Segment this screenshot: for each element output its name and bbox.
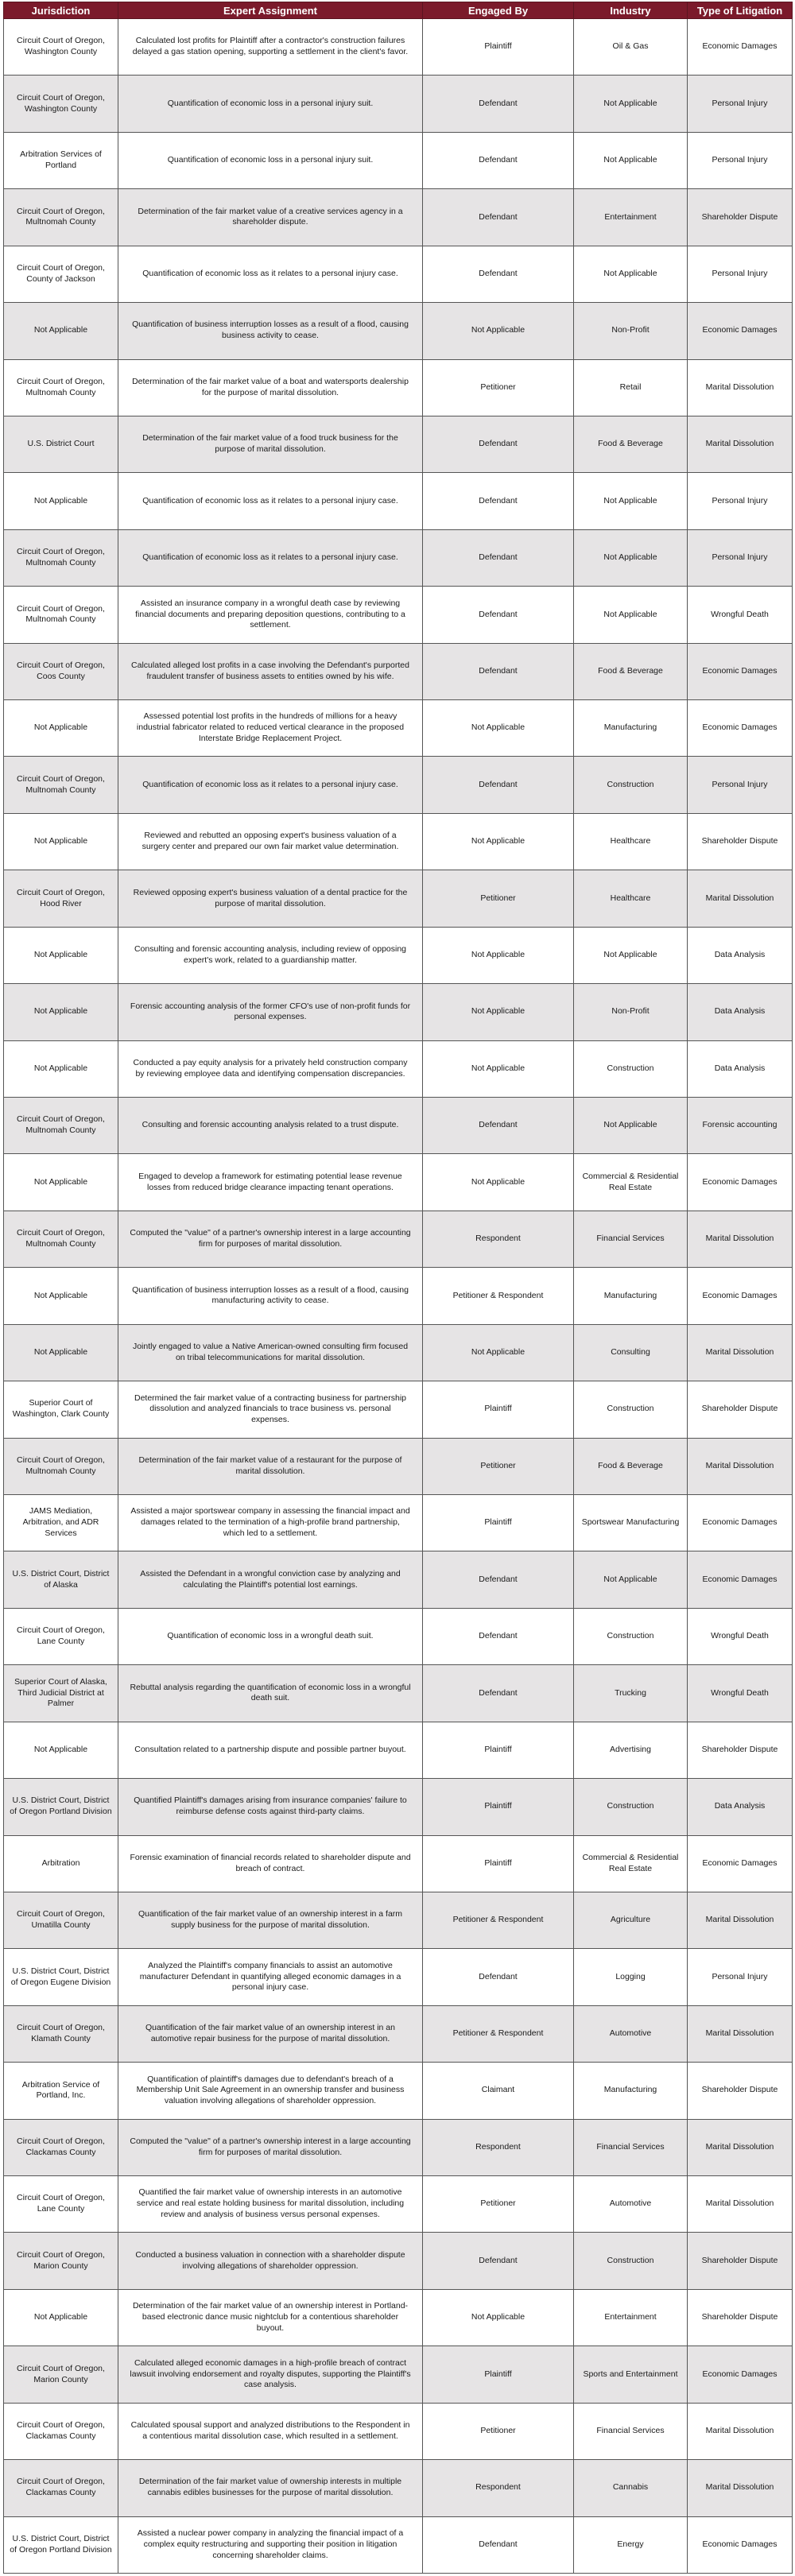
litigation-type-cell: Wrongful Death (688, 1665, 793, 1722)
engaged-by-cell: Respondent (423, 1211, 574, 1267)
jurisdiction-cell: U.S. District Court (4, 416, 118, 472)
litigation-type-cell: Marital Dissolution (688, 2176, 793, 2233)
engaged-by-cell: Respondent (423, 2119, 574, 2175)
expert-assignment-cell: Assessed potential lost profits in the hundreds of millions for a heavy industrial fabricator related to reduced vertical clearance in the proposed Interstate Bridge Replacement Project. (118, 700, 423, 757)
expert-assignment-cell: Determination of the fair market value of a boat and watersports dealership for the purpose of marital dissolution. (118, 359, 423, 416)
jurisdiction-cell: Arbitration Services of Portland (4, 132, 118, 188)
litigation-type-cell: Shareholder Dispute (688, 189, 793, 246)
engaged-by-cell: Defendant (423, 1551, 574, 1608)
jurisdiction-cell: Circuit Court of Oregon, Clackamas County (4, 2119, 118, 2175)
table-row (4, 1381, 793, 1438)
jurisdiction-cell: Circuit Court of Oregon, Klamath County (4, 2005, 118, 2062)
expert-assignment-cell: Engaged to develop a framework for estimating potential lease revenue losses from reduced bridge clearance impacting tenant operations. (118, 1154, 423, 1211)
expert-assignment-cell: Quantification of economic loss as it relates to a personal injury case. (118, 529, 423, 586)
jurisdiction-cell: U.S. District Court, District of Alaska (4, 1551, 118, 1608)
engaged-by-cell: Defendant (423, 246, 574, 302)
engaged-by-cell: Plaintiff (423, 1722, 574, 1778)
industry-cell: Manufacturing (574, 1268, 688, 1324)
engaged-by-cell: Plaintiff (423, 1381, 574, 1438)
engaged-by-cell: Defendant (423, 1608, 574, 1664)
engaged-by-cell: Petitioner (423, 1438, 574, 1494)
expert-assignment-cell: Quantification of economic loss in a wrongful death suit. (118, 1608, 423, 1664)
engaged-by-cell: Petitioner (423, 2176, 574, 2233)
table-row (4, 1324, 793, 1381)
jurisdiction-cell: Circuit Court of Oregon, Multnomah County (4, 1438, 118, 1494)
engaged-by-cell: Defendant (423, 132, 574, 188)
table-row (4, 473, 793, 529)
table-row (4, 1608, 793, 1664)
table-row (4, 1835, 793, 1892)
expert-assignment-cell: Analyzed the Plaintiff's company financials to assist an automotive manufacturer Defendant in quantifying alleged economic damages in a personal injury case. (118, 1949, 423, 2005)
litigation-type-cell: Marital Dissolution (688, 2460, 793, 2516)
table-row (4, 1494, 793, 1551)
engaged-by-cell: Defendant (423, 757, 574, 813)
litigation-type-cell: Shareholder Dispute (688, 2289, 793, 2346)
industry-cell: Construction (574, 2233, 688, 2289)
engaged-by-cell: Petitioner & Respondent (423, 2005, 574, 2062)
column-header-expert-assignment[interactable]: Expert Assignment (118, 2, 423, 19)
industry-cell: Not Applicable (574, 1551, 688, 1608)
table-row (4, 2063, 793, 2119)
jurisdiction-cell: Circuit Court of Oregon, Lane County (4, 2176, 118, 2233)
litigation-type-cell: Marital Dissolution (688, 416, 793, 472)
engaged-by-cell: Defendant (423, 1665, 574, 1722)
column-header-type-of-litigation[interactable]: Type of Litigation (688, 2, 793, 19)
engaged-by-cell: Petitioner (423, 359, 574, 416)
column-header-jurisdiction[interactable]: Jurisdiction (4, 2, 118, 19)
industry-cell: Entertainment (574, 189, 688, 246)
litigation-type-cell: Marital Dissolution (688, 2005, 793, 2062)
expert-assignment-cell: Consulting and forensic accounting analysis, including review of opposing expert's work, related to a guardianship matter. (118, 927, 423, 983)
table-row (4, 2289, 793, 2346)
jurisdiction-cell: Circuit Court of Oregon, Clackamas County (4, 2403, 118, 2459)
table-row (4, 870, 793, 927)
jurisdiction-cell: Arbitration Service of Portland, Inc. (4, 2063, 118, 2119)
expert-assignment-cell: Calculated alleged lost profits in a case involving the Defendant's purported fraudulent transfer of business assets to entities owned by his wife. (118, 643, 423, 699)
expert-assignment-cell: Quantification of economic loss as it relates to a personal injury case. (118, 757, 423, 813)
table-row (4, 1779, 793, 1835)
table-row (4, 1949, 793, 2005)
industry-cell: Food & Beverage (574, 1438, 688, 1494)
litigation-type-cell: Economic Damages (688, 1494, 793, 1551)
industry-cell: Food & Beverage (574, 643, 688, 699)
engaged-by-cell: Not Applicable (423, 700, 574, 757)
industry-cell: Not Applicable (574, 473, 688, 529)
engaged-by-cell: Petitioner & Respondent (423, 1892, 574, 1948)
expert-assignment-cell: Quantified the fair market value of ownership interests in an automotive service and real estate holding business for marital dissolution, including review and analysis of business versus personal expenses. (118, 2176, 423, 2233)
litigation-experience-table (3, 2, 793, 2574)
engaged-by-cell: Plaintiff (423, 1494, 574, 1551)
expert-assignment-cell: Reviewed opposing expert's business valuation of a dental practice for the purpose of marital dissolution. (118, 870, 423, 927)
litigation-type-cell: Wrongful Death (688, 1608, 793, 1664)
industry-cell: Not Applicable (574, 587, 688, 643)
jurisdiction-cell: Not Applicable (4, 1324, 118, 1381)
table-row (4, 189, 793, 246)
expert-assignment-cell: Calculated alleged economic damages in a high-profile breach of contract lawsuit involving endorsement and royalty disputes, supporting the Plaintiff's case analysis. (118, 2346, 423, 2403)
industry-cell: Non-Profit (574, 303, 688, 359)
table-body (4, 19, 793, 2574)
expert-assignment-cell: Determined the fair market value of a contracting business for partnership dissolution and analyzed financials to trace business vs. personal expenses. (118, 1381, 423, 1438)
industry-cell: Not Applicable (574, 529, 688, 586)
jurisdiction-cell: Circuit Court of Oregon, Multnomah County (4, 529, 118, 586)
expert-assignment-cell: Jointly engaged to value a Native American-owned consulting firm focused on tribal telecommunications for marital dissolution. (118, 1324, 423, 1381)
jurisdiction-cell: Circuit Court of Oregon, Washington County (4, 76, 118, 132)
litigation-type-cell: Economic Damages (688, 700, 793, 757)
industry-cell: Logging (574, 1949, 688, 2005)
litigation-type-cell: Economic Damages (688, 1268, 793, 1324)
litigation-type-cell: Personal Injury (688, 76, 793, 132)
table-row (4, 2176, 793, 2233)
jurisdiction-cell: Not Applicable (4, 303, 118, 359)
table-row (4, 1154, 793, 1211)
jurisdiction-cell: Circuit Court of Oregon, Marion County (4, 2233, 118, 2289)
jurisdiction-cell: Not Applicable (4, 2289, 118, 2346)
engaged-by-cell: Not Applicable (423, 1154, 574, 1211)
expert-assignment-cell: Quantified Plaintiff's damages arising from insurance companies' failure to reimburse defense costs against third-party claims. (118, 1779, 423, 1835)
engaged-by-cell: Plaintiff (423, 1779, 574, 1835)
expert-assignment-cell: Conducted a business valuation in connection with a shareholder dispute involving allegations of shareholder oppression. (118, 2233, 423, 2289)
industry-cell: Agriculture (574, 1892, 688, 1948)
table-row (4, 1040, 793, 1097)
industry-cell: Construction (574, 757, 688, 813)
industry-cell: Manufacturing (574, 2063, 688, 2119)
engaged-by-cell: Defendant (423, 1949, 574, 2005)
industry-cell: Energy (574, 2516, 688, 2573)
engaged-by-cell: Petitioner (423, 2403, 574, 2459)
litigation-type-cell: Marital Dissolution (688, 1211, 793, 1267)
litigation-type-cell: Data Analysis (688, 1040, 793, 1097)
litigation-type-cell: Personal Injury (688, 473, 793, 529)
industry-cell: Not Applicable (574, 76, 688, 132)
jurisdiction-cell: Not Applicable (4, 813, 118, 870)
litigation-type-cell: Forensic accounting (688, 1098, 793, 1154)
jurisdiction-cell: Circuit Court of Oregon, Multnomah County (4, 359, 118, 416)
engaged-by-cell: Petitioner & Respondent (423, 1268, 574, 1324)
expert-assignment-cell: Assisted an insurance company in a wrongful death case by reviewing financial documents and preparing deposition questions, contributing to a settlement. (118, 587, 423, 643)
engaged-by-cell: Defendant (423, 643, 574, 699)
expert-assignment-cell: Assisted a nuclear power company in analyzing the financial impact of a complex equity restructuring and supporting their position in litigation concerning shareholder claims. (118, 2516, 423, 2573)
table-row (4, 76, 793, 132)
engaged-by-cell: Not Applicable (423, 2289, 574, 2346)
table-row (4, 984, 793, 1040)
industry-cell: Retail (574, 359, 688, 416)
engaged-by-cell: Not Applicable (423, 813, 574, 870)
table-row (4, 132, 793, 188)
table-row (4, 19, 793, 76)
expert-assignment-cell: Quantification of economic loss as it relates to a personal injury case. (118, 246, 423, 302)
table-row (4, 1551, 793, 1608)
expert-assignment-cell: Forensic examination of financial records related to shareholder dispute and breach of contract. (118, 1835, 423, 1892)
industry-cell: Construction (574, 1779, 688, 1835)
table-row (4, 2005, 793, 2062)
table-row (4, 757, 793, 813)
expert-assignment-cell: Forensic accounting analysis of the former CFO's use of non-profit funds for personal expenses. (118, 984, 423, 1040)
jurisdiction-cell: Circuit Court of Oregon, Clackamas County (4, 2460, 118, 2516)
jurisdiction-cell: Circuit Court of Oregon, Washington County (4, 19, 118, 76)
expert-assignment-cell: Quantification of the fair market value of an ownership interest in a farm supply business for the purpose of marital dissolution. (118, 1892, 423, 1948)
expert-assignment-cell: Calculated lost profits for Plaintiff after a contractor's construction failures delayed a gas station opening, supporting a settlement in the client's favor. (118, 19, 423, 76)
table-row (4, 1665, 793, 1722)
litigation-type-cell: Personal Injury (688, 757, 793, 813)
litigation-type-cell: Shareholder Dispute (688, 2233, 793, 2289)
industry-cell: Financial Services (574, 2403, 688, 2459)
jurisdiction-cell: Not Applicable (4, 984, 118, 1040)
jurisdiction-cell: Circuit Court of Oregon, Multnomah County (4, 587, 118, 643)
litigation-type-cell: Personal Injury (688, 1949, 793, 2005)
engaged-by-cell: Defendant (423, 2233, 574, 2289)
industry-cell: Cannabis (574, 2460, 688, 2516)
table-row (4, 2403, 793, 2459)
industry-cell: Automotive (574, 2005, 688, 2062)
table-row (4, 529, 793, 586)
expert-assignment-cell: Reviewed and rebutted an opposing expert's business valuation of a surgery center and prepared our own fair market value determination. (118, 813, 423, 870)
industry-cell: Advertising (574, 1722, 688, 1778)
industry-cell: Trucking (574, 1665, 688, 1722)
jurisdiction-cell: Circuit Court of Oregon, Multnomah County (4, 1211, 118, 1267)
litigation-type-cell: Marital Dissolution (688, 870, 793, 927)
jurisdiction-cell: Circuit Court of Oregon, Hood River (4, 870, 118, 927)
litigation-type-cell: Data Analysis (688, 1779, 793, 1835)
jurisdiction-cell: Circuit Court of Oregon, Multnomah County (4, 757, 118, 813)
jurisdiction-cell: Circuit Court of Oregon, Multnomah County (4, 189, 118, 246)
litigation-type-cell: Economic Damages (688, 303, 793, 359)
expert-assignment-cell: Quantification of economic loss in a personal injury suit. (118, 132, 423, 188)
table-row (4, 416, 793, 472)
expert-assignment-cell: Determination of the fair market value of an ownership interest in Portland-based electronic dance music nightclub for a contentious shareholder buyout. (118, 2289, 423, 2346)
table-row (4, 1211, 793, 1267)
litigation-type-cell: Economic Damages (688, 2346, 793, 2403)
jurisdiction-cell: Circuit Court of Oregon, Marion County (4, 2346, 118, 2403)
expert-assignment-cell: Quantification of the fair market value of an ownership interest in an automotive repair business for the purpose of marital dissolution. (118, 2005, 423, 2062)
expert-assignment-cell: Determination of the fair market value of a creative services agency in a shareholder dispute. (118, 189, 423, 246)
engaged-by-cell: Defendant (423, 587, 574, 643)
table-row (4, 2460, 793, 2516)
jurisdiction-cell: U.S. District Court, District of Oregon Portland Division (4, 2516, 118, 2573)
expert-assignment-cell: Calculated spousal support and analyzed distributions to the Respondent in a contentious marital dissolution case, which resulted in a settlement. (118, 2403, 423, 2459)
jurisdiction-cell: Not Applicable (4, 1268, 118, 1324)
litigation-type-cell: Shareholder Dispute (688, 813, 793, 870)
expert-assignment-cell: Consultation related to a partnership dispute and possible partner buyout. (118, 1722, 423, 1778)
litigation-type-cell: Marital Dissolution (688, 1324, 793, 1381)
litigation-type-cell: Marital Dissolution (688, 2119, 793, 2175)
jurisdiction-cell: JAMS Mediation, Arbitration, and ADR Services (4, 1494, 118, 1551)
table-row (4, 1098, 793, 1154)
engaged-by-cell: Defendant (423, 1098, 574, 1154)
industry-cell: Not Applicable (574, 927, 688, 983)
litigation-type-cell: Data Analysis (688, 984, 793, 1040)
expert-assignment-cell: Quantification of economic loss in a personal injury suit. (118, 76, 423, 132)
industry-cell: Commercial & Residential Real Estate (574, 1835, 688, 1892)
jurisdiction-cell: Circuit Court of Oregon, Umatilla County (4, 1892, 118, 1948)
table-row (4, 303, 793, 359)
litigation-type-cell: Economic Damages (688, 2516, 793, 2573)
engaged-by-cell: Defendant (423, 529, 574, 586)
litigation-type-cell: Personal Injury (688, 246, 793, 302)
table-row (4, 246, 793, 302)
table-row (4, 1722, 793, 1778)
industry-cell: Oil & Gas (574, 19, 688, 76)
industry-cell: Healthcare (574, 870, 688, 927)
table-row (4, 700, 793, 757)
expert-assignment-cell: Quantification of economic loss as it relates to a personal injury case. (118, 473, 423, 529)
jurisdiction-cell: Circuit Court of Oregon, Lane County (4, 1608, 118, 1664)
jurisdiction-cell: U.S. District Court, District of Oregon Portland Division (4, 1779, 118, 1835)
table-row (4, 359, 793, 416)
engaged-by-cell: Defendant (423, 189, 574, 246)
table-row (4, 2346, 793, 2403)
table-row (4, 643, 793, 699)
engaged-by-cell: Not Applicable (423, 1324, 574, 1381)
industry-cell: Automotive (574, 2176, 688, 2233)
engaged-by-cell: Petitioner (423, 870, 574, 927)
litigation-type-cell: Shareholder Dispute (688, 1722, 793, 1778)
industry-cell: Manufacturing (574, 700, 688, 757)
table-row (4, 1438, 793, 1494)
industry-cell: Construction (574, 1381, 688, 1438)
column-header-industry[interactable]: Industry (574, 2, 688, 19)
expert-assignment-cell: Assisted the Defendant in a wrongful conviction case by analyzing and calculating the Plaintiff's potential lost earnings. (118, 1551, 423, 1608)
litigation-type-cell: Economic Damages (688, 643, 793, 699)
engaged-by-cell: Plaintiff (423, 19, 574, 76)
table-row (4, 2233, 793, 2289)
litigation-type-cell: Economic Damages (688, 1835, 793, 1892)
jurisdiction-cell: Circuit Court of Oregon, Coos County (4, 643, 118, 699)
column-header-engaged-by[interactable]: Engaged By (423, 2, 574, 19)
jurisdiction-cell: Circuit Court of Oregon, County of Jackson (4, 246, 118, 302)
table-header-row (4, 2, 793, 19)
industry-cell: Sports and Entertainment (574, 2346, 688, 2403)
expert-assignment-cell: Determination of the fair market value of a food truck business for the purpose of marital dissolution. (118, 416, 423, 472)
engaged-by-cell: Plaintiff (423, 1835, 574, 1892)
industry-cell: Food & Beverage (574, 416, 688, 472)
litigation-type-cell: Personal Injury (688, 132, 793, 188)
litigation-type-cell: Shareholder Dispute (688, 2063, 793, 2119)
industry-cell: Financial Services (574, 1211, 688, 1267)
expert-assignment-cell: Determination of the fair market value of a restaurant for the purpose of marital dissolution. (118, 1438, 423, 1494)
litigation-type-cell: Data Analysis (688, 927, 793, 983)
jurisdiction-cell: Superior Court of Washington, Clark County (4, 1381, 118, 1438)
industry-cell: Not Applicable (574, 132, 688, 188)
industry-cell: Consulting (574, 1324, 688, 1381)
engaged-by-cell: Not Applicable (423, 927, 574, 983)
litigation-type-cell: Marital Dissolution (688, 2403, 793, 2459)
jurisdiction-cell: Not Applicable (4, 927, 118, 983)
jurisdiction-cell: Not Applicable (4, 1722, 118, 1778)
jurisdiction-cell: Not Applicable (4, 700, 118, 757)
expert-assignment-cell: Computed the "value" of a partner's ownership interest in a large accounting firm for purposes of marital dissolution. (118, 1211, 423, 1267)
engaged-by-cell: Defendant (423, 473, 574, 529)
engaged-by-cell: Not Applicable (423, 984, 574, 1040)
expert-assignment-cell: Rebuttal analysis regarding the quantification of economic loss in a wrongful death suit. (118, 1665, 423, 1722)
engaged-by-cell: Defendant (423, 416, 574, 472)
engaged-by-cell: Not Applicable (423, 1040, 574, 1097)
engaged-by-cell: Not Applicable (423, 303, 574, 359)
table-row (4, 2516, 793, 2573)
litigation-type-cell: Shareholder Dispute (688, 1381, 793, 1438)
table-row (4, 1268, 793, 1324)
engaged-by-cell: Plaintiff (423, 2346, 574, 2403)
expert-assignment-cell: Conducted a pay equity analysis for a privately held construction company by reviewing employee data and identifying compensation discrepancies. (118, 1040, 423, 1097)
jurisdiction-cell: Arbitration (4, 1835, 118, 1892)
expert-assignment-cell: Quantification of plaintiff's damages due to defendant's breach of a Membership Unit Sale Agreement in an ownership transfer and business valuation involving allegations of shareholder oppression. (118, 2063, 423, 2119)
table-row (4, 813, 793, 870)
jurisdiction-cell: Not Applicable (4, 473, 118, 529)
table-row (4, 1892, 793, 1948)
litigation-type-cell: Marital Dissolution (688, 359, 793, 416)
expert-assignment-cell: Assisted a major sportswear company in assessing the financial impact and damages related to the termination of a high-profile brand partnership, which led to a settlement. (118, 1494, 423, 1551)
engaged-by-cell: Claimant (423, 2063, 574, 2119)
engaged-by-cell: Defendant (423, 2516, 574, 2573)
industry-cell: Sportswear Manufacturing (574, 1494, 688, 1551)
jurisdiction-cell: Not Applicable (4, 1040, 118, 1097)
industry-cell: Commercial & Residential Real Estate (574, 1154, 688, 1211)
litigation-type-cell: Economic Damages (688, 19, 793, 76)
litigation-type-cell: Marital Dissolution (688, 1438, 793, 1494)
industry-cell: Not Applicable (574, 246, 688, 302)
jurisdiction-cell: Not Applicable (4, 1154, 118, 1211)
industry-cell: Not Applicable (574, 1098, 688, 1154)
litigation-type-cell: Marital Dissolution (688, 1892, 793, 1948)
expert-assignment-cell: Determination of the fair market value of ownership interests in multiple cannabis edibles businesses for the purpose of marital dissolution. (118, 2460, 423, 2516)
litigation-type-cell: Wrongful Death (688, 587, 793, 643)
litigation-type-cell: Economic Damages (688, 1551, 793, 1608)
table-row (4, 927, 793, 983)
jurisdiction-cell: Superior Court of Alaska, Third Judicial District at Palmer (4, 1665, 118, 1722)
engaged-by-cell: Defendant (423, 76, 574, 132)
industry-cell: Construction (574, 1608, 688, 1664)
industry-cell: Non-Profit (574, 984, 688, 1040)
litigation-type-cell: Personal Injury (688, 529, 793, 586)
industry-cell: Healthcare (574, 813, 688, 870)
table-row (4, 587, 793, 643)
expert-assignment-cell: Consulting and forensic accounting analysis related to a trust dispute. (118, 1098, 423, 1154)
expert-assignment-cell: Computed the "value" of a partner's ownership interest in a large accounting firm for purposes of marital dissolution. (118, 2119, 423, 2175)
industry-cell: Financial Services (574, 2119, 688, 2175)
expert-assignment-cell: Quantification of business interruption losses as a result of a flood, causing business activity to cease. (118, 303, 423, 359)
industry-cell: Entertainment (574, 2289, 688, 2346)
jurisdiction-cell: U.S. District Court, District of Oregon Eugene Division (4, 1949, 118, 2005)
table-row (4, 2119, 793, 2175)
industry-cell: Construction (574, 1040, 688, 1097)
expert-assignment-cell: Quantification of business interruption losses as a result of a flood, causing manufacturing activity to cease. (118, 1268, 423, 1324)
engaged-by-cell: Respondent (423, 2460, 574, 2516)
litigation-type-cell: Economic Damages (688, 1154, 793, 1211)
jurisdiction-cell: Circuit Court of Oregon, Multnomah County (4, 1098, 118, 1154)
